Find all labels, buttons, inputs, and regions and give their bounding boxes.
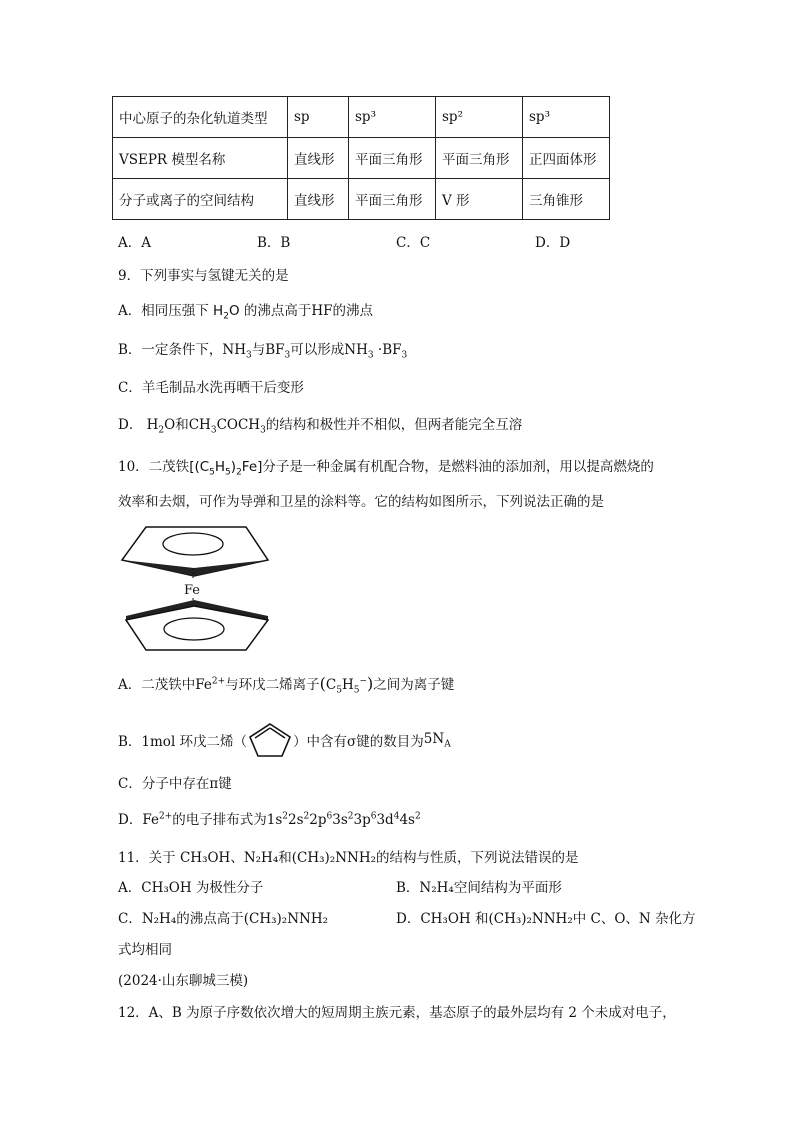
table-cell: 分子或离子的空间结构 <box>113 179 288 220</box>
q10-d-text: 的电子排布式为 <box>172 812 267 828</box>
table-cell: 三角锥形 <box>523 179 610 220</box>
q11-option-a[interactable]: A．CH₃OH 为极性分子 <box>118 880 264 896</box>
table-cell: 平面三角形 <box>349 179 436 220</box>
formula-h2o: $H_2O$ <box>208 303 244 322</box>
formula-ferrocene: $[(C_5H_5)_2Fe]$ <box>189 459 263 478</box>
q9-a-prefix: A．相同压强下 <box>118 303 209 319</box>
q11-option-d[interactable]: D．CH₃OH 和(CH₃)₂NNH₂中 C、O、N 杂化方 <box>396 911 696 927</box>
table-row <box>113 179 610 220</box>
q10-option-d[interactable] <box>118 808 421 828</box>
q9-d-and: 和 <box>175 417 189 433</box>
formula-5na: $5N_A$ <box>423 730 451 750</box>
table-cell: 平面三角形 <box>436 138 523 179</box>
q8-option-c[interactable]: C．C <box>396 235 431 251</box>
table-cell: 正四面体形 <box>523 138 610 179</box>
table-cell: 直线形 <box>288 138 349 179</box>
formula-bf3: $BF_3$ <box>265 342 291 361</box>
q9-option-a[interactable] <box>118 299 373 322</box>
formula-c5h5-minus: ( <box>319 674 326 693</box>
question-source: (2024·山东聊城三模) <box>118 973 249 989</box>
q8-option-a[interactable]: A．A <box>118 235 151 251</box>
table-row <box>113 97 610 138</box>
formula-c5h5-paren: ) <box>367 674 374 693</box>
table-cell: VSEPR 模型名称 <box>113 138 288 179</box>
q9-option-d[interactable] <box>118 413 522 436</box>
formula-c5h5: $C_5H_5^-$ <box>325 676 368 696</box>
q9-d-text: 的结构和极性并不相似，但两者能完全互溶 <box>265 417 523 433</box>
q9-stem: 9．下列事实与氢键无关的是 <box>118 268 289 284</box>
formula-nh3: $NH_3$ <box>222 342 252 361</box>
q11-option-c[interactable]: C．N₂H₄的沸点高于(CH₃)₂NNH₂ <box>118 911 329 927</box>
q10-stem <box>118 455 654 478</box>
q10-b-text: ）中含有σ键的数目为 <box>293 734 424 750</box>
q10-a-prefix: A．二茂铁中 <box>118 677 196 693</box>
q10-option-c[interactable]: C．分子中存在π键 <box>118 776 232 792</box>
q9-option-c[interactable]: C．羊毛制品水洗再晒干后变形 <box>118 380 304 396</box>
formula-fe2plus-2: $Fe^{2+}$ <box>142 811 173 828</box>
table-cell: sp³ <box>523 97 610 138</box>
q10-stem-text: 分子是一种金属有机配合物，是燃料油的添加剂，用以提高燃烧的 <box>262 459 654 475</box>
cyclopentadiene-structure <box>247 722 293 758</box>
q9-a-text: 的沸点高于HF的沸点 <box>243 303 373 319</box>
formula-nh3-bf3: $NH_3 \cdot BF_3$ <box>344 342 408 361</box>
q11-stem: 11．关于 CH₃OH、N₂H₄和(CH₃)₂NNH₂的结构与性质，下列说法错误的是 <box>118 850 579 866</box>
q9-d-prefix: D． <box>118 417 143 433</box>
table-cell: 直线形 <box>288 179 349 220</box>
q9-b-prefix: B．一定条件下， <box>118 342 223 358</box>
ferrocene-structure-figure <box>118 520 278 660</box>
formula-acetone: $CH_3COCH_3$ <box>188 417 266 436</box>
electron-configuration: $1s^22s^22p^63s^23p^63d^44s^2$ <box>266 811 421 828</box>
table-cell: sp² <box>436 97 523 138</box>
q10-d-prefix: D． <box>118 812 143 828</box>
q12-stem: 12．A、B 为原子序数依次增大的短周期主族元素，基态原子的最外层均有 2 个未成对电子， <box>118 1005 676 1021</box>
table-cell: sp³ <box>349 97 436 138</box>
q10-a-post: 之间为离子键 <box>373 677 455 693</box>
q10-stem-prefix: 10．二茂铁 <box>118 459 190 475</box>
table-cell: sp <box>288 97 349 138</box>
q10-option-b[interactable] <box>118 722 451 758</box>
q9-b-text: 可以形成 <box>290 342 345 358</box>
fe-label: Fe <box>184 583 201 598</box>
q10-option-a[interactable] <box>118 673 454 696</box>
q8-option-d[interactable]: D．D <box>535 235 571 251</box>
q8-option-b[interactable]: B．B <box>257 235 291 251</box>
q10-b-prefix: B．1mol 环戊二烯（ <box>118 734 248 750</box>
q10-a-text: 与环戊二烯离子 <box>225 677 320 693</box>
q10-stem-line2: 效率和去烟，可作为导弹和卫星的涂料等。它的结构如图所示，下列说法正确的是 <box>118 494 604 510</box>
table-cell: V 形 <box>436 179 523 220</box>
table-row <box>113 138 610 179</box>
formula-fe2plus: $Fe^{2+}$ <box>195 676 226 693</box>
table-cell: 中心原子的杂化轨道类型 <box>113 97 288 138</box>
q11-option-b[interactable]: B．N₂H₄空间结构为平面形 <box>396 880 562 896</box>
hybridization-table <box>112 96 610 220</box>
formula-h2o-2: $H_2O$ <box>142 417 176 436</box>
table-cell: 平面三角形 <box>349 138 436 179</box>
q11-option-d-continued: 式均相同 <box>118 942 172 958</box>
q9-b-and: 与 <box>251 342 266 358</box>
q9-option-b[interactable] <box>118 338 407 361</box>
